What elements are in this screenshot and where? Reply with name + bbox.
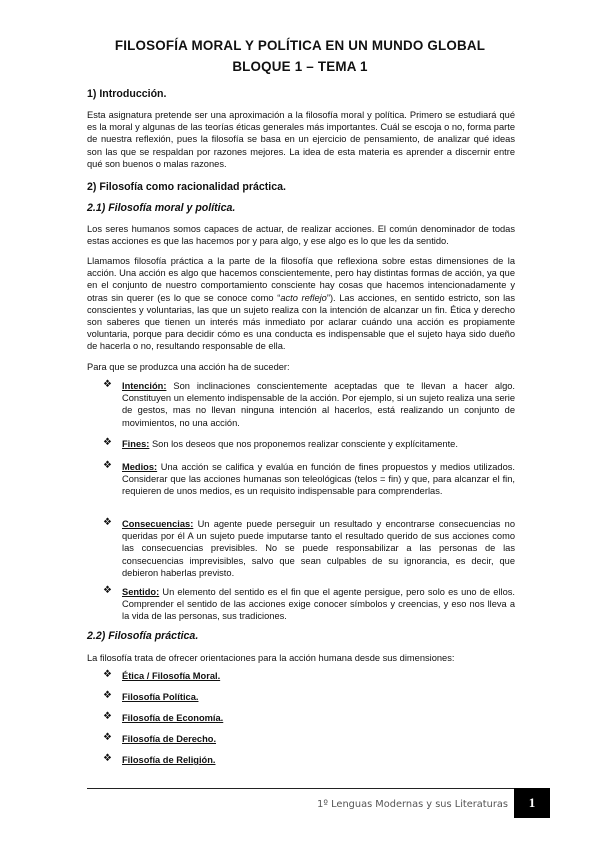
bullet-icon: ❖ xyxy=(103,690,112,701)
dimension-etica: Ética / Filosofía Moral. xyxy=(122,671,221,681)
bullet-icon: ❖ xyxy=(103,437,112,448)
paragraph-introduction: Esta asignatura pretende ser una aproximación a la filosofía moral y política. Primero se estudiará qué es la moral y algunas de las teorías éticas generales más importantes. Cuál se escoja o no, forma parte de nuestra reflexión, pues la filosofía se basa en un ejercicio de pensamiento, de analizar qué ideas son las que se respaldan por razones mejores. La idea de esta materia es aprender a discernir entre qué son buenos o malas razones. xyxy=(87,110,515,169)
footer-course: 1º Lenguas Modernas y sus Literaturas xyxy=(317,799,508,810)
list-item-sentido: Sentido: Un elemento del sentido es el fin que el agente persigue, pero solo es uno de ellos. Comprender el sentido de las acciones exige conocer símbolos y creencias, y eso nos lleva a la vida de las personas, sus tradiciones. xyxy=(122,587,515,622)
list-item-intencion: Intención: Son inclinaciones conscientemente aceptadas que te llevan a hacer algo. Constituyen un elemento indispensable de la acción. Por ejemplo, si un sujeto realiza una serie de gestos, mas no llevan ninguna intención al hacerlos, está realizando un conjunto de movimientos, no una acción. xyxy=(122,381,515,428)
paragraph-2-1-c: Para que se produzca una acción ha de suceder: xyxy=(87,362,290,372)
paragraph-2-2: La filosofía trata de ofrecer orientaciones para la acción humana desde sus dimensiones: xyxy=(87,653,455,663)
dimension-derecho: Filosofía de Derecho. xyxy=(122,734,217,744)
dimension-economia: Filosofía de Economía. xyxy=(122,713,224,723)
document-subtitle: BLOQUE 1 – TEMA 1 xyxy=(232,59,368,74)
bullet-icon: ❖ xyxy=(103,669,112,680)
paragraph-2-1-b: Llamamos filosofía práctica a la parte de la filosofía que reflexiona sobre estas dimensiones de la acción. Una acción es algo que hacemos conscientemente, pero hay distintas formas de acción, ya que en el conjunto de nuestro comportamiento consciente hay cosas que hacemos intencionadamente y otras sin querer (es lo que se conoce como “acto reflejo”). Las acciones, en sentido estricto, son las conscientes y voluntarias, las que un sujeto realiza con la intención de alcanzar un fin. Ética y derecho son saberes que tienen un interés más inmediato por aclarar cuándo una acción es propiamente voluntaria, porque para decidir cómo es una conducta es indispensable que el sujeto haya sido dueño de hacerla o no, resultando responsable de ella. xyxy=(87,256,515,352)
subheading-2-1: 2.1) Filosofía moral y política. xyxy=(87,202,236,214)
document-title: FILOSOFÍA MORAL Y POLÍTICA EN UN MUNDO GLOBAL xyxy=(114,38,486,53)
page-number: 1 xyxy=(514,788,550,818)
bullet-icon: ❖ xyxy=(103,732,112,743)
footer-divider xyxy=(87,788,514,789)
bullet-icon: ❖ xyxy=(103,460,112,471)
heading-section-2: 2) Filosofía como racionalidad práctica. xyxy=(87,181,286,193)
heading-introduction: 1) Introducción. xyxy=(87,88,167,100)
list-item-fines: Fines: Son los deseos que nos proponemos realizar consciente y explícitamente. xyxy=(122,439,458,449)
bullet-icon: ❖ xyxy=(103,585,112,596)
list-item-consecuencias: Consecuencias: Un agente puede perseguir un resultado y encontrarse consecuencias no queridas por él A un sujeto puede imputarse tanto el resultado querido de sus acciones como las consecuencias previsibles. No se puede responsabilizar a las personas de las consecuencias imprevisibles, salvo que sean culpables de su ignorancia, es decir, que debieron haberlas previsto. xyxy=(122,519,515,578)
bullet-icon: ❖ xyxy=(103,711,112,722)
paragraph-2-1-a: Los seres humanos somos capaces de actuar, de realizar acciones. El común denominador de todas estas acciones es que las hacemos por y para algo, y ese algo es lo que les da sentido. xyxy=(87,224,515,247)
dimension-politica: Filosofía Política. xyxy=(122,692,199,702)
dimension-religion: Filosofía de Religión. xyxy=(122,755,216,765)
bullet-icon: ❖ xyxy=(103,379,112,390)
subheading-2-2: 2.2) Filosofía práctica. xyxy=(87,630,199,642)
term-acto-reflejo: acto reflejo xyxy=(280,292,327,303)
bullet-icon: ❖ xyxy=(103,753,112,764)
bullet-icon: ❖ xyxy=(103,517,112,528)
list-item-medios: Medios: Una acción se califica y evalúa en función de fines propuestos y medios utilizados. Considerar que las acciones humanas son teleológicas (telos = fin) y que, para alcanzar el fin, requieren de unos medios, es un requisito indispensable para comprenderlas. xyxy=(122,462,515,497)
